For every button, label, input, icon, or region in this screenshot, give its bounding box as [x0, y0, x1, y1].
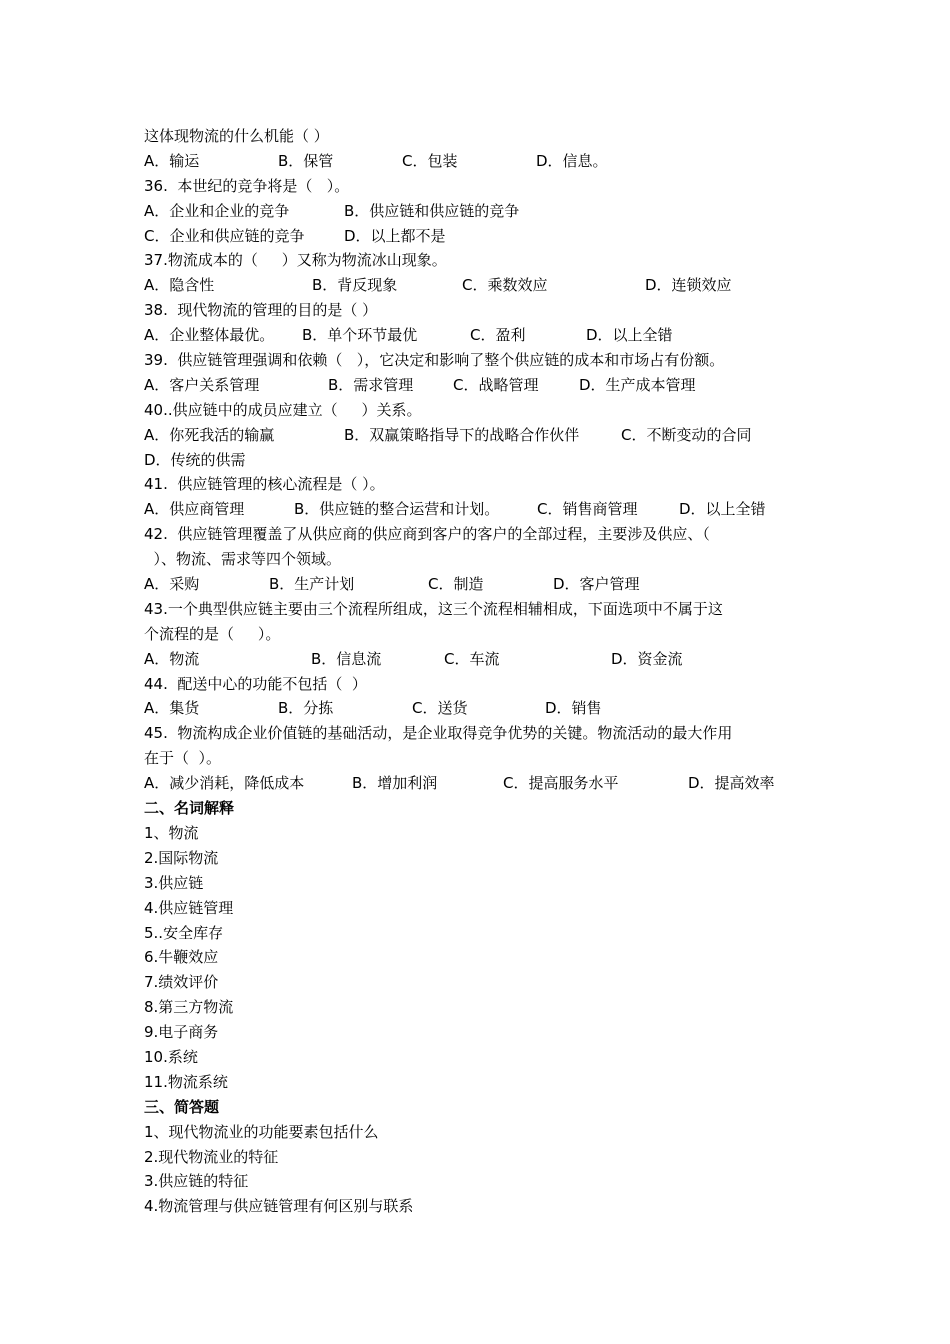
option-c: C．送货 [412, 699, 468, 718]
question-41-stem: 41. 供应链管理的核心流程是（ ）。 [144, 475, 385, 494]
option-b: B．生产计划 [269, 575, 355, 594]
question-43-stem-line2: 个流程的是（ ）。 [144, 624, 281, 643]
option-b: B．分拣 [278, 699, 334, 718]
term-item: 2.国际物流 [144, 848, 219, 867]
option-c: C．不断变动的合同 [621, 425, 752, 444]
short-answer-item: 2.现代物流业的特征 [144, 1147, 279, 1166]
option-d: D．资金流 [611, 649, 683, 668]
question-39-options [144, 373, 814, 398]
option-c: C．乘数效应 [462, 276, 548, 295]
term-item: 9.电子商务 [144, 1023, 219, 1042]
term-item: 7.绩效评价 [144, 973, 219, 992]
question-37-stem: 37.物流成本的（ ）又称为物流冰山现象。 [144, 251, 447, 270]
option-b: B．信息流 [311, 649, 382, 668]
question-38-options [144, 323, 814, 348]
option-a: A．企业和企业的竞争 [144, 201, 290, 220]
option-d: D．以上全错 [586, 326, 673, 345]
question-41-options [144, 497, 814, 522]
option-b: B．背反现象 [312, 276, 398, 295]
term-item: 10.系统 [144, 1047, 198, 1066]
question-42-options [144, 572, 814, 597]
option-d: D．信息。 [536, 151, 608, 170]
term-item: 6.牛鞭效应 [144, 948, 219, 967]
option-c: C．企业和供应链的竞争 [144, 226, 305, 245]
option-d: D．销售 [545, 699, 602, 718]
question-43-stem-line1: 43.一个典型供应链主要由三个流程所组成，这三个流程相辅相成，下面选项中不属于这 [144, 599, 723, 618]
question-39-stem: 39. 供应链管理强调和依赖（ ），它决定和影响了整个供应链的成本和市场占有份额。 [144, 351, 725, 370]
question-36-options-row1 [144, 199, 814, 224]
option-a: A．客户关系管理 [144, 375, 260, 394]
question-40-options-row1 [144, 423, 814, 448]
option-c: C．战略管理 [453, 375, 539, 394]
option-a: A．采购 [144, 575, 200, 594]
option-c: C．提高服务水平 [503, 774, 619, 793]
term-item: 8.第三方物流 [144, 998, 234, 1017]
option-c: C．包装 [402, 151, 458, 170]
option-c: C．制造 [428, 575, 484, 594]
question-44-options [144, 696, 814, 721]
option-a: A．输运 [144, 151, 200, 170]
term-item: 11.物流系统 [144, 1072, 228, 1091]
question-38-stem: 38. 现代物流的管理的目的是（ ） [144, 301, 378, 320]
option-d: D．生产成本管理 [579, 375, 696, 394]
option-b: B．单个环节最优 [302, 326, 418, 345]
option-b: B．供应链的整合运营和计划。 [294, 500, 500, 519]
option-b: B．需求管理 [328, 375, 414, 394]
option-d: D．以上都不是 [344, 226, 446, 245]
short-answer-item: 4.物流管理与供应链管理有何区别与联系 [144, 1197, 414, 1216]
option-d: D．客户管理 [553, 575, 640, 594]
short-answer-item: 3.供应链的特征 [144, 1172, 249, 1191]
option-c: C．销售商管理 [537, 500, 638, 519]
section-3-heading: 三、简答题 [144, 1097, 220, 1116]
document-page [144, 124, 814, 1219]
question-40-options-row2 [144, 448, 814, 473]
question-43-options [144, 647, 814, 672]
question-36-stem: 36. 本世纪的竞争将是（ ）。 [144, 176, 350, 195]
option-c: C．车流 [444, 649, 500, 668]
term-item: 4.供应链管理 [144, 898, 234, 917]
question-45-stem-line2: 在于（ ）。 [144, 749, 222, 768]
option-b: B．增加利润 [352, 774, 438, 793]
option-a: A．供应商管理 [144, 500, 245, 519]
question-35-stem: 这体现物流的什么机能（ ） [144, 127, 329, 145]
question-37-options [144, 273, 814, 298]
option-b: B．供应链和供应链的竞争 [344, 201, 520, 220]
term-item: 3.供应链 [144, 873, 204, 892]
question-45-options [144, 771, 814, 796]
option-a: A．企业整体最优。 [144, 326, 275, 345]
question-42-stem-line1: 42. 供应链管理覆盖了从供应商的供应商到客户的客户的全部过程，主要涉及供应、（ [144, 525, 710, 544]
option-a: A．你死我活的输赢 [144, 425, 275, 444]
option-d: D．连锁效应 [645, 276, 732, 295]
option-d: D．传统的供需 [144, 450, 246, 469]
option-a: A．隐含性 [144, 276, 215, 295]
option-c: C．盈利 [470, 326, 526, 345]
question-40-stem: 40..供应链中的成员应建立（ ）关系。 [144, 400, 422, 419]
term-item: 5..安全库存 [144, 923, 224, 942]
question-44-stem: 44. 配送中心的功能不包括（ ） [144, 674, 367, 693]
question-35-options [144, 149, 814, 174]
term-item: 1、物流 [144, 823, 199, 842]
option-a: A．物流 [144, 649, 200, 668]
option-b: B．保管 [278, 151, 334, 170]
option-d: D．提高效率 [688, 774, 775, 793]
short-answer-item: 1、现代物流业的功能要素包括什么 [144, 1122, 379, 1141]
question-45-stem-line1: 45. 物流构成企业价值链的基础活动，是企业取得竞争优势的关键。物流活动的最大作用 [144, 724, 733, 743]
option-a: A．集货 [144, 699, 200, 718]
question-42-stem-line2: ）、物流、需求等四个领域。 [144, 550, 342, 569]
option-b: B．双赢策略指导下的战略合作伙伴 [344, 425, 580, 444]
option-d: D．以上全错 [679, 500, 766, 519]
section-2-heading: 二、名词解释 [144, 799, 235, 818]
option-a: A．减少消耗，降低成本 [144, 774, 305, 793]
question-36-options-row2 [144, 224, 814, 249]
